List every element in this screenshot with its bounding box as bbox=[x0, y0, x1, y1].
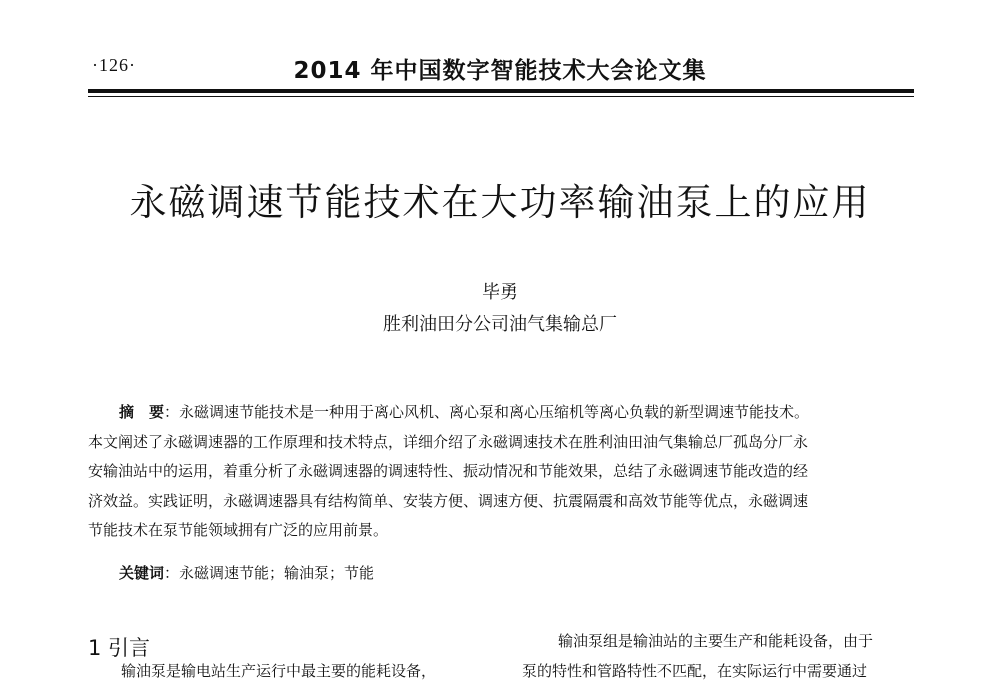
page-number: ·126· bbox=[92, 55, 136, 75]
author-affiliation: 胜利油田分公司油气集输总厂 bbox=[383, 314, 617, 335]
keywords bbox=[119, 562, 374, 583]
right-column-text-line-1: 输油泵组是输油站的主要生产和能耗设备，由于 bbox=[558, 632, 874, 650]
paper-title: 永磁调速节能技术在大功率输油泵上的应用 bbox=[129, 181, 871, 224]
abstract-line-2: 本文阐述了永磁调速器的工作原理和技术特点，详细介绍了永磁调速技术在胜利油田油气集输总厂孤岛分厂永 bbox=[88, 432, 809, 451]
abstract-line-1: 摘 要：永磁调速节能技术是一种用于离心风机、离心泵和离心压缩机等离心负载的新型调速节能技术。 bbox=[119, 403, 810, 421]
abstract-label: 摘 要 bbox=[119, 403, 165, 421]
keywords-text: ：永磁调速节能；输油泵；节能 bbox=[164, 564, 375, 582]
right-column-text-line-2: 泵的特性和管路特性不匹配，在实际运行中需要通过 bbox=[522, 662, 868, 680]
abstract-line-5: 节能技术在泵节能领域拥有广泛的应用前景。 bbox=[88, 521, 389, 539]
abstract-line-4: 济效益。实践证明，永磁调速器具有结构简单、安装方便、调速方便、抗震隔震和高效节能等优点，永磁调速 bbox=[88, 491, 809, 510]
author-name: 毕勇 bbox=[482, 282, 518, 303]
header-rule-thin bbox=[88, 96, 914, 97]
header-rule-thick bbox=[88, 89, 914, 93]
section-heading-introduction: 1 引言 bbox=[88, 636, 151, 660]
abstract bbox=[88, 398, 914, 546]
abstract-line-3: 安输油站中的运用，着重分析了永磁调速器的调速特性、振动情况和节能效果，总结了永磁调速节能改造的经 bbox=[88, 462, 809, 480]
keywords-label: 关键词 bbox=[119, 564, 165, 582]
left-column-text: 输油泵是输电站生产运行中最主要的能耗设备， bbox=[121, 662, 437, 680]
running-header-title: 2014 年中国数字智能技术大会论文集 bbox=[293, 58, 707, 84]
